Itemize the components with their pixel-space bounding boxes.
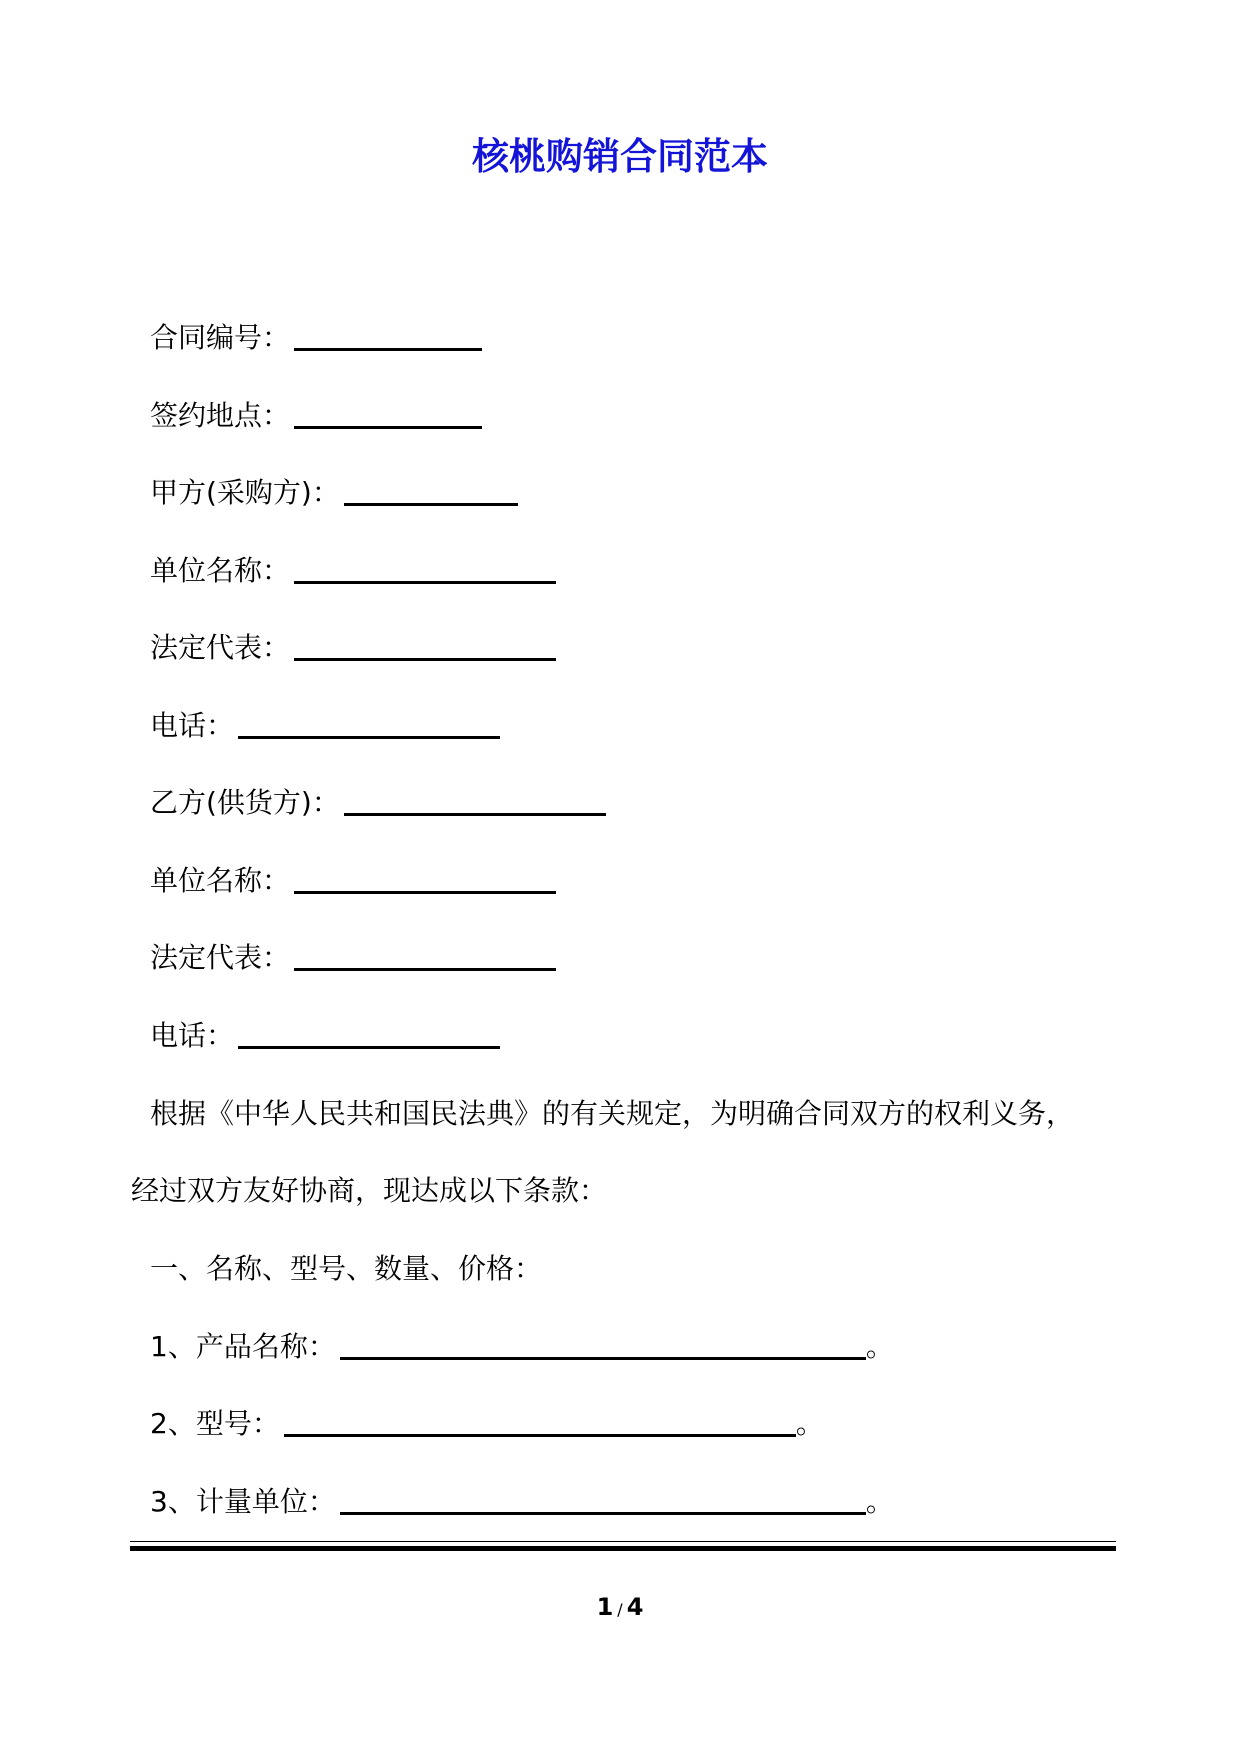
- fill-in-blank[interactable]: [284, 1404, 796, 1437]
- footer-rule-thick: [130, 1546, 1116, 1551]
- field-party-b: [150, 783, 606, 823]
- section-heading: 一、名称、型号、数量、价格：: [150, 1252, 543, 1285]
- fill-in-blank[interactable]: [238, 1016, 500, 1049]
- document-title: 核桃购销合同范本: [472, 135, 768, 178]
- field-label: 电话：: [150, 1019, 235, 1052]
- page-total: 4: [626, 1593, 644, 1621]
- fill-in-blank[interactable]: [294, 551, 556, 584]
- fill-in-blank[interactable]: [344, 473, 518, 506]
- item-product-name: [150, 1327, 894, 1367]
- item-end-punctuation: 。: [795, 1407, 824, 1440]
- fill-in-blank[interactable]: [294, 938, 556, 971]
- field-label: 法定代表：: [150, 631, 291, 664]
- fill-in-blank[interactable]: [340, 1482, 866, 1515]
- page-number: [0, 1593, 1240, 1621]
- item-unit: [150, 1482, 894, 1522]
- item-label: 3、计量单位：: [150, 1485, 336, 1518]
- field-label: 法定代表：: [150, 941, 291, 974]
- field-label: 乙方(供货方)：: [150, 786, 340, 819]
- field-party-a: [150, 473, 518, 513]
- field-party-a-legal-rep: [150, 628, 556, 668]
- field-label: 单位名称：: [150, 864, 291, 897]
- field-party-b-unit-name: [150, 861, 556, 901]
- intro-paragraph-line1: 根据《中华人民共和国民法典》的有关规定，为明确合同双方的权利义务，: [150, 1097, 1075, 1130]
- page-separator: /: [617, 1600, 623, 1619]
- field-party-b-legal-rep: [150, 938, 556, 978]
- item-end-punctuation: 。: [865, 1330, 894, 1363]
- fill-in-blank[interactable]: [294, 396, 482, 429]
- intro-paragraph-line2: 经过双方友好协商，现达成以下条款：: [131, 1174, 608, 1207]
- item-label: 1、产品名称：: [150, 1330, 336, 1363]
- item-model: [150, 1404, 824, 1444]
- field-label: 合同编号：: [150, 321, 291, 354]
- field-label: 签约地点：: [150, 399, 291, 432]
- field-party-b-phone: [150, 1016, 500, 1056]
- item-end-punctuation: 。: [865, 1485, 894, 1518]
- fill-in-blank[interactable]: [340, 1327, 866, 1360]
- field-party-a-unit-name: [150, 551, 556, 591]
- page-current: 1: [596, 1593, 614, 1621]
- field-label: 单位名称：: [150, 554, 291, 587]
- field-label: 电话：: [150, 709, 235, 742]
- fill-in-blank[interactable]: [294, 318, 482, 351]
- field-contract-number: [150, 318, 482, 358]
- fill-in-blank[interactable]: [294, 628, 556, 661]
- footer-rule-thin: [130, 1541, 1116, 1542]
- fill-in-blank[interactable]: [344, 783, 606, 816]
- field-party-a-phone: [150, 706, 500, 746]
- field-label: 甲方(采购方)：: [150, 476, 340, 509]
- fill-in-blank[interactable]: [238, 706, 500, 739]
- field-signing-place: [150, 396, 482, 436]
- item-label: 2、型号：: [150, 1407, 280, 1440]
- fill-in-blank[interactable]: [294, 861, 556, 894]
